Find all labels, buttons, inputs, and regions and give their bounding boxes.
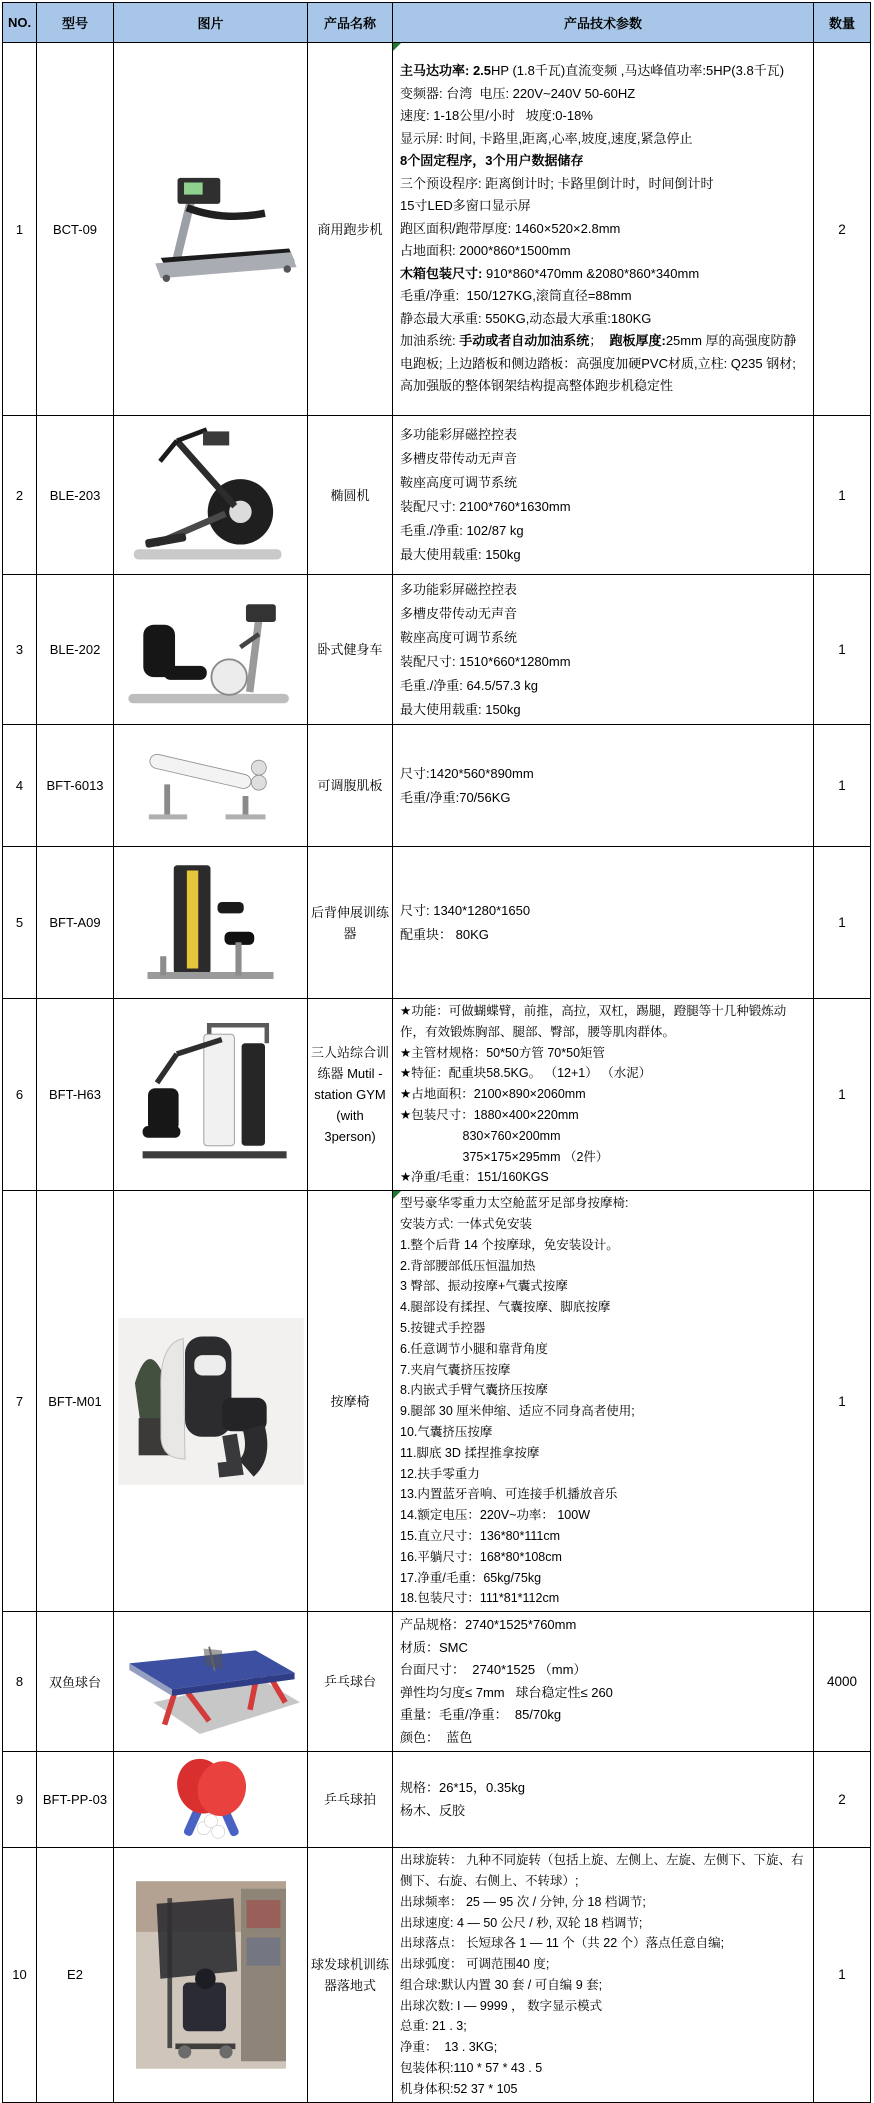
spec-line [400, 105, 809, 128]
specs-text-block [400, 1193, 809, 1609]
spec-text: 材质：SMC [400, 1639, 468, 1655]
model-cell: E2 [37, 1848, 114, 2103]
spec-text: 8个固定程序，3个用户数据储存 [400, 153, 584, 169]
spec-text: 16.平躺尺寸：168*80*108cm [400, 1549, 562, 1564]
spec-line [400, 1339, 809, 1360]
spec-text: ★主管材规格：50*50方管 70*50矩管 [400, 1045, 606, 1060]
spec-text: 910*860*470mm &2080*860*340mm [482, 265, 700, 281]
product-name-cell: 按摩椅 [308, 1191, 393, 1612]
spec-text: 25mm 厚的高强度防静电跑板; 上边踏板和侧边踏板：高强度加硬PVC材质,立柱: Q235 钢材; 高加强版的整体钢架结构提高整体跑步机稳定性 [400, 333, 800, 394]
quantity-cell: 1 [814, 999, 871, 1191]
specs-text-block [400, 1777, 809, 1822]
spec-text: 375×175×295mm （2件） [400, 1149, 609, 1164]
spec-text: 8.内嵌式手臂气囊挤压按摩 [400, 1383, 548, 1398]
row-number-cell: 3 [3, 575, 37, 725]
spec-line [400, 1063, 809, 1084]
quantity-cell: 1 [814, 847, 871, 999]
product-image-cell [114, 725, 308, 847]
spec-text: 杨木、反胶 [400, 1802, 466, 1818]
spec-line [400, 1001, 809, 1043]
specs-cell [393, 43, 814, 416]
spec-text: 主马达功率: 2.5 [400, 63, 492, 79]
product-name-cell: 乒乓球拍 [308, 1752, 393, 1848]
spec-text: 三个预设程序: 距离倒计时; 卡路里倒计时，时间倒计时 [400, 175, 714, 191]
spec-text: 10.气囊挤压按摩 [400, 1424, 493, 1439]
spec-text: 机身体积:52 37 * 105 [400, 2081, 518, 2096]
spec-text: 13.内置蓝牙音响、可连接手机播放音乐 [400, 1487, 618, 1502]
spec-text: 跑区面积/跑带厚度: 1460×520×2.8mm [400, 220, 621, 236]
spec-line [400, 195, 809, 218]
table-row [3, 1612, 871, 1752]
spec-text: 出球旋转： 九种不同旋转（包括上旋、左侧上、左旋、左侧下、下旋、右侧下、右旋、右侧上、不转球）; [400, 1853, 804, 1888]
comment-flag-icon [393, 43, 401, 51]
spec-line [400, 1422, 809, 1443]
specs-text-block [400, 423, 809, 567]
specs-cell [393, 1191, 814, 1612]
spec-text: 4.腿部设有揉捏、气囊按摩、脚底按摩 [400, 1300, 611, 1315]
specs-cell [393, 1612, 814, 1752]
spec-line [400, 495, 809, 519]
specs-cell [393, 1848, 814, 2103]
spec-line [400, 1505, 809, 1526]
spec-text: 尺寸:1420*560*890mm [400, 765, 534, 781]
spec-line [400, 1147, 809, 1168]
spec-text: 装配尺寸: 2100*760*1630mm [400, 499, 571, 514]
spec-text: HP (1.8千瓦)直流变频 ,马达峰值功率:5HP(3.8千瓦) [491, 63, 785, 79]
spec-text: 加油系统: [400, 333, 460, 349]
header-product-name: 产品名称 [308, 3, 393, 43]
spec-text: 产品规格：2740*1525*760mm [400, 1617, 577, 1633]
massage-chair-image [114, 1318, 307, 1485]
spec-line [400, 1777, 809, 1800]
treadmill-image [114, 159, 307, 299]
spec-line [400, 1800, 809, 1823]
specs-text-block [400, 60, 809, 398]
spec-line [400, 1464, 809, 1485]
quantity-cell: 1 [814, 1848, 871, 2103]
spec-text: 15寸LED多窗口显示屏 [400, 198, 531, 214]
spec-line [400, 1588, 809, 1609]
quantity-cell: 1 [814, 725, 871, 847]
model-cell: BFT-A09 [37, 847, 114, 999]
elliptical-trainer-image [114, 420, 307, 570]
spec-text: 毛重./净重: 64.5/57.3 kg [400, 677, 539, 693]
product-image-cell [114, 575, 308, 725]
product-spec-table [2, 2, 871, 2103]
multi-station-gym-image [114, 1018, 307, 1171]
spec-text: 鞍座高度可调节系统 [400, 475, 518, 490]
row-number-cell: 2 [3, 416, 37, 575]
spec-line [400, 2037, 809, 2058]
spec-line [400, 240, 809, 263]
spec-text: 颜色： 蓝色 [400, 1729, 473, 1745]
spec-line [400, 447, 809, 471]
product-image-cell [114, 847, 308, 999]
spec-line [400, 923, 809, 947]
row-number-cell: 9 [3, 1752, 37, 1848]
spec-line [400, 128, 809, 151]
model-cell: BFT-PP-03 [37, 1752, 114, 1848]
spec-text: 多槽皮带传动无声音 [400, 451, 518, 466]
spec-text: 多功能彩屏磁控控表 [400, 427, 518, 442]
spec-text: 占地面积: 2000*860*1500mm [400, 243, 571, 259]
quantity-cell: 2 [814, 43, 871, 416]
spec-line [400, 1727, 809, 1750]
product-image-cell [114, 1848, 308, 2103]
spec-line [400, 60, 809, 83]
row-number-cell: 5 [3, 847, 37, 999]
table-row [3, 847, 871, 999]
spec-text: 速度: 1-18公里/小时 坡度:0-18% [400, 108, 593, 124]
spec-line [400, 218, 809, 241]
spec-line [400, 1167, 809, 1188]
spec-line [400, 1659, 809, 1682]
spec-text: 包装体积:110 * 57 * 43 . 5 [400, 2061, 543, 2076]
table-row [3, 1848, 871, 2103]
recumbent-bike-image [114, 580, 307, 720]
specs-cell [393, 847, 814, 999]
spec-line [400, 1401, 809, 1422]
spec-text: 出球弧度： 可调范围40 度; [400, 1957, 550, 1972]
spec-text: 出球落点： 长短球各 1 — 11 个（共 22 个）落点任意自编; [400, 1936, 725, 1951]
model-cell: BFT-6013 [37, 725, 114, 847]
spec-line [400, 471, 809, 495]
spec-line [400, 1105, 809, 1126]
spec-text: 静态最大承重: 550KG,动态最大承重:180KG [400, 310, 652, 326]
product-name-cell: 乒乓球台 [308, 1612, 393, 1752]
spec-text: 出球频率： 25 — 95 次 / 分钟, 分 18 档调节; [400, 1894, 646, 1909]
spec-line [400, 1996, 809, 2017]
specs-cell [393, 725, 814, 847]
spec-text: ★特征：配重块58.5KG。 （12+1） （水泥） [400, 1066, 652, 1081]
spec-line [400, 423, 809, 447]
spec-line [400, 1193, 809, 1214]
spec-line [400, 308, 809, 331]
spec-text: ★功能：可做蝴蝶臂，前推，高拉，双杠，踢腿，蹬腿等十几种锻炼动作，有效锻炼胸部、腿部、臀部，腰等肌肉群体。 [400, 1004, 787, 1039]
spec-text: 净重： 13 . 3KG; [400, 2040, 498, 2055]
spec-line [400, 83, 809, 106]
spec-line [400, 674, 809, 698]
specs-cell [393, 1752, 814, 1848]
spec-line [400, 762, 809, 786]
spec-line [400, 2016, 809, 2037]
spec-line [400, 1484, 809, 1505]
spec-text: 最大使用载重: 150kg [400, 547, 521, 562]
spec-line [400, 698, 809, 722]
spec-line [400, 150, 809, 173]
spec-text: 手动或者自动加油系统 [459, 333, 590, 349]
table-row [3, 575, 871, 725]
specs-text-block [400, 762, 809, 810]
quantity-cell: 1 [814, 416, 871, 575]
spec-text: 毛重/净重: 150/127KG,滚筒直径=88mm [400, 288, 632, 304]
product-image-cell [114, 1612, 308, 1752]
spec-text: 装配尺寸: 1510*660*1280mm [400, 653, 571, 669]
spec-line [400, 285, 809, 308]
table-row [3, 725, 871, 847]
table-tennis-paddles-image [114, 1755, 307, 1845]
table-header [3, 3, 871, 43]
spec-line [400, 1704, 809, 1727]
specs-text-block [400, 1001, 809, 1188]
spec-text: 配重块： 80KG [400, 926, 489, 942]
comment-flag-icon [393, 1191, 401, 1199]
row-number-cell: 7 [3, 1191, 37, 1612]
spec-line [400, 1256, 809, 1277]
header-specs: 产品技术参数 [393, 3, 814, 43]
spec-text: 12.扶手零重力 [400, 1466, 480, 1481]
spec-text: 毛重./净重: 102/87 kg [400, 523, 524, 538]
product-name-cell: 球发球机训练器落地式 [308, 1848, 393, 2103]
model-cell: BFT-M01 [37, 1191, 114, 1612]
spec-text: 14.额定电压：220V~功率： 100W [400, 1508, 590, 1523]
spec-text: 7.夹肩气囊挤压按摩 [400, 1362, 511, 1377]
spec-line [400, 543, 809, 567]
specs-text-block [400, 899, 809, 947]
spec-text: 17.净重/毛重：65kg/75kg [400, 1570, 542, 1585]
quantity-cell: 1 [814, 1191, 871, 1612]
spec-line [400, 1954, 809, 1975]
header-qty: 数量 [814, 3, 871, 43]
spec-line [400, 1547, 809, 1568]
spec-line [400, 1043, 809, 1064]
spec-text: 重量：毛重/净重： 85/70kg [400, 1707, 562, 1723]
header-model: 型号 [37, 3, 114, 43]
spec-text: 多功能彩屏磁控控表 [400, 581, 518, 597]
table-row [3, 999, 871, 1191]
spec-text: 15.直立尺寸：136*80*111cm [400, 1528, 561, 1543]
table-tennis-table-image [114, 1617, 307, 1747]
spec-line [400, 1975, 809, 1996]
spec-line [400, 173, 809, 196]
back-extension-machine-image [114, 853, 307, 993]
spec-text: 弹性均匀度≤ 7mm 球台稳定性≤ 260 [400, 1684, 613, 1700]
specs-text-block [400, 578, 809, 722]
spec-text: 最大使用载重: 150kg [400, 701, 521, 717]
quantity-cell: 1 [814, 575, 871, 725]
product-image-cell [114, 416, 308, 575]
spec-text: 11.脚底 3D 揉捏推拿按摩 [400, 1445, 540, 1460]
spec-line [400, 1850, 809, 1892]
spec-text: 1.整个后背 14 个按摩球，免安装设计。 [400, 1237, 619, 1252]
product-image-cell [114, 999, 308, 1191]
quantity-cell: 2 [814, 1752, 871, 1848]
product-name-cell: 卧式健身车 [308, 575, 393, 725]
spec-text: ； [589, 333, 610, 349]
row-number-cell: 8 [3, 1612, 37, 1752]
ball-machine-image [114, 1881, 307, 2069]
specs-cell [393, 999, 814, 1191]
spec-text: 跑板厚度: [609, 333, 666, 349]
spec-text: 木箱包装尺寸: [400, 265, 483, 281]
spec-line [400, 786, 809, 810]
spec-line [400, 1126, 809, 1147]
model-cell: BFT-H63 [37, 999, 114, 1191]
spec-text: 出球速度: 4 — 50 公尺 / 秒, 双轮 18 档调节; [400, 1915, 643, 1930]
spec-text: ★净重/毛重：151/160KGS [400, 1170, 549, 1185]
spec-line [400, 1682, 809, 1705]
spec-line [400, 1235, 809, 1256]
spec-text: 5.按键式手控器 [400, 1320, 486, 1335]
spec-text: 总重: 21 . 3; [400, 2019, 467, 2034]
spec-line [400, 602, 809, 626]
spec-text: ★占地面积：2100×890×2060mm [400, 1087, 586, 1102]
header-image: 图片 [114, 3, 308, 43]
spec-line [400, 1276, 809, 1297]
model-cell: BLE-202 [37, 575, 114, 725]
spec-text: 6.任意调节小腿和靠背角度 [400, 1341, 548, 1356]
row-number-cell: 1 [3, 43, 37, 416]
specs-text-block [400, 1614, 809, 1749]
spec-text: 9.腿部 30 厘米伸缩、适应不同身高者使用; [400, 1404, 635, 1419]
product-name-cell: 可调腹肌板 [308, 725, 393, 847]
product-name-cell: 椭圆机 [308, 416, 393, 575]
spec-text: 830×760×200mm [400, 1128, 561, 1143]
spec-line [400, 1892, 809, 1913]
spec-line [400, 578, 809, 602]
model-cell: BLE-203 [37, 416, 114, 575]
product-image-cell [114, 43, 308, 416]
table-row [3, 416, 871, 575]
spec-line [400, 1614, 809, 1637]
spec-line [400, 1568, 809, 1589]
spec-text: 3 臀部、振动按摩+气囊式按摩 [400, 1279, 568, 1294]
spec-text: 多槽皮带传动无声音 [400, 605, 518, 621]
spec-line [400, 650, 809, 674]
spec-line [400, 1084, 809, 1105]
table-row [3, 43, 871, 416]
spec-line [400, 1933, 809, 1954]
spec-line [400, 2058, 809, 2079]
spec-text: 出球次数: I — 9999 ， 数字显示模式 [400, 1998, 603, 2013]
product-name-cell: 商用跑步机 [308, 43, 393, 416]
spec-text: 规格：26*15，0.35kg [400, 1780, 526, 1796]
spec-text: 显示屏: 时间, 卡路里,距离,心率,坡度,速度,紧急停止 [400, 130, 693, 146]
spec-text: 2.背部腰部低压恒温加热 [400, 1258, 536, 1273]
spec-text: 组合球:默认内置 30 套 / 可自编 9 套; [400, 1977, 603, 1992]
spec-text: 变频器: 台湾 电压: 220V~240V 50-60HZ [400, 85, 636, 101]
spec-line [400, 1913, 809, 1934]
spec-text: 18.包装尺寸：111*81*112cm [400, 1591, 560, 1606]
spec-line [400, 263, 809, 286]
table-row [3, 1191, 871, 1612]
header-no: NO. [3, 3, 37, 43]
quantity-cell: 4000 [814, 1612, 871, 1752]
specs-cell [393, 416, 814, 575]
spec-line [400, 1637, 809, 1660]
spec-line [400, 1214, 809, 1235]
product-name-cell: 三人站综合训练器 Mutil - station GYM (with 3person) [308, 999, 393, 1191]
spec-text: 尺寸: 1340*1280*1650 [400, 902, 531, 918]
spec-line [400, 1318, 809, 1339]
spec-text: ★包装尺寸：1880×400×220mm [400, 1107, 579, 1122]
ab-board-image [114, 736, 307, 836]
spec-text: 毛重/净重:70/56KG [400, 789, 511, 805]
spec-line [400, 626, 809, 650]
spec-text: 鞍座高度可调节系统 [400, 629, 518, 645]
spec-line [400, 1380, 809, 1401]
spec-line [400, 899, 809, 923]
spec-text: 安装方式: 一体式免安装 [400, 1216, 532, 1231]
spec-line [400, 1360, 809, 1381]
product-image-cell [114, 1752, 308, 1848]
specs-text-block [400, 1850, 809, 2100]
spec-line [400, 330, 809, 398]
spec-text: 型号豪华零重力太空舱蓝牙足部身按摩椅: [400, 1196, 629, 1211]
row-number-cell: 6 [3, 999, 37, 1191]
row-number-cell: 10 [3, 1848, 37, 2103]
product-name-cell: 后背伸展训练器 [308, 847, 393, 999]
spec-line [400, 519, 809, 543]
row-number-cell: 4 [3, 725, 37, 847]
table-row [3, 1752, 871, 1848]
spec-line [400, 1297, 809, 1318]
spec-line [400, 1526, 809, 1547]
product-image-cell [114, 1191, 308, 1612]
specs-cell [393, 575, 814, 725]
spec-text: 台面尺寸： 2740*1525 （mm） [400, 1662, 587, 1678]
model-cell: BCT-09 [37, 43, 114, 416]
spec-line [400, 2079, 809, 2100]
model-cell: 双鱼球台 [37, 1612, 114, 1752]
spec-line [400, 1443, 809, 1464]
